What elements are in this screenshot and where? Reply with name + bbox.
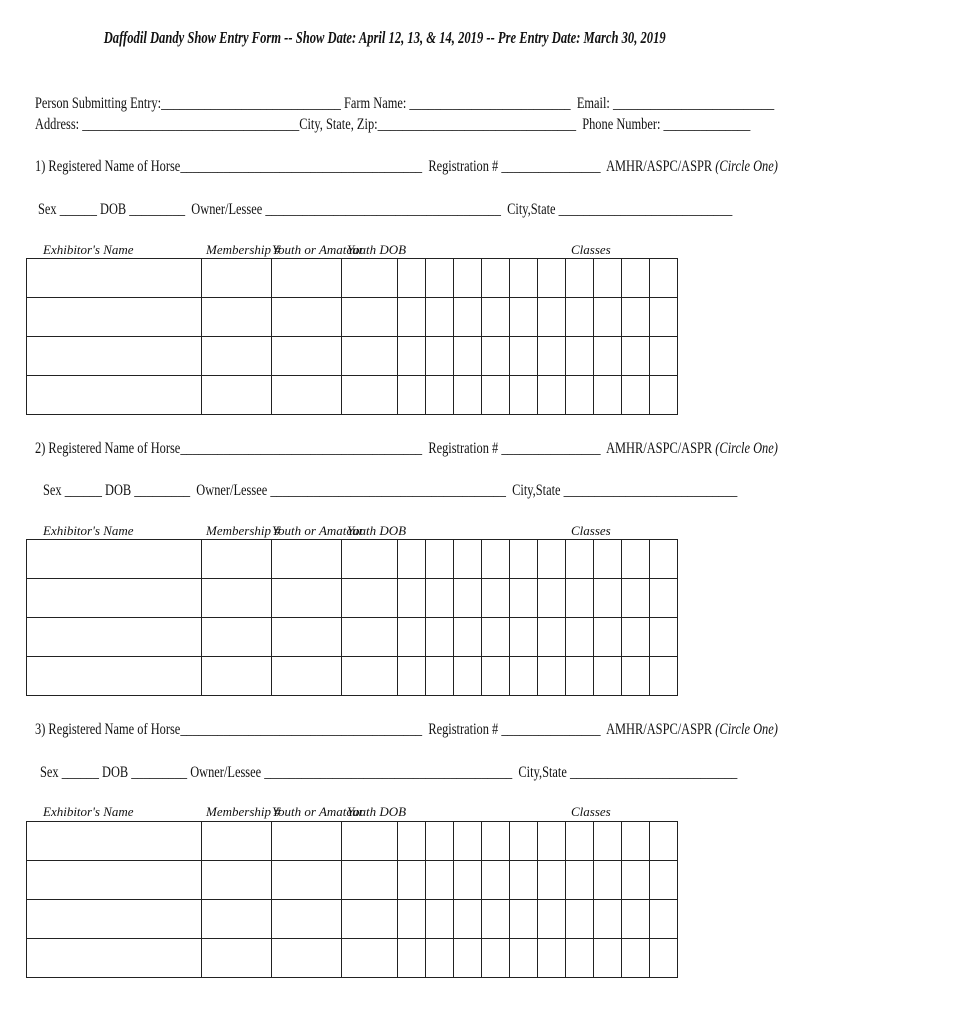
horse-1-citystate-label: City,State — [507, 201, 556, 218]
youth-dob-cell[interactable] — [342, 579, 398, 618]
class-cell[interactable] — [510, 657, 538, 696]
horse-1-owner-field[interactable]: ______________________________________ — [265, 201, 501, 218]
horse-2-name-label: 2) Registered Name of Horse — [35, 440, 181, 457]
horse-2-association-label[interactable]: AMHR/ASPC/ASPR — [606, 440, 713, 457]
class-cell[interactable] — [398, 618, 426, 657]
youth-amateur-cell[interactable] — [272, 900, 342, 939]
class-cell[interactable] — [454, 298, 482, 337]
class-cell[interactable] — [650, 618, 678, 657]
class-cell[interactable] — [622, 900, 650, 939]
class-cell[interactable] — [650, 540, 678, 579]
exhibitor-name-cell[interactable] — [27, 939, 202, 978]
class-cell[interactable] — [426, 540, 454, 579]
horse-2-header-classes: Classes — [571, 523, 611, 538]
class-cell[interactable] — [510, 579, 538, 618]
horse-2-registration-field[interactable]: ________________ — [501, 440, 601, 457]
class-cell[interactable] — [426, 618, 454, 657]
class-cell[interactable] — [594, 579, 622, 618]
class-cell[interactable] — [594, 298, 622, 337]
class-cell[interactable] — [538, 939, 566, 978]
youth-amateur-cell[interactable] — [272, 337, 342, 376]
table-row — [27, 939, 678, 978]
membership-cell[interactable] — [202, 861, 272, 900]
class-cell[interactable] — [566, 618, 594, 657]
class-cell[interactable] — [454, 900, 482, 939]
class-cell[interactable] — [594, 618, 622, 657]
class-cell[interactable] — [426, 259, 454, 298]
class-cell[interactable] — [622, 861, 650, 900]
membership-cell[interactable] — [202, 540, 272, 579]
class-cell[interactable] — [594, 861, 622, 900]
class-cell[interactable] — [482, 579, 510, 618]
class-cell[interactable] — [482, 337, 510, 376]
class-cell[interactable] — [426, 337, 454, 376]
farm-name-label: Farm Name: — [343, 95, 407, 112]
class-cell[interactable] — [566, 376, 594, 415]
youth-amateur-cell[interactable] — [272, 376, 342, 415]
horse-3-owner-label: Owner/Lessee — [190, 764, 262, 781]
youth-dob-cell[interactable] — [342, 939, 398, 978]
class-cell[interactable] — [426, 298, 454, 337]
horse-3-registration-label: Registration # — [428, 721, 499, 738]
class-cell[interactable] — [650, 337, 678, 376]
horse-3-registration-field[interactable]: ________________ — [501, 721, 601, 738]
class-cell[interactable] — [650, 822, 678, 861]
class-cell[interactable] — [398, 337, 426, 376]
youth-amateur-cell[interactable] — [272, 540, 342, 579]
horse-1-details-line — [38, 201, 906, 219]
membership-cell[interactable] — [202, 337, 272, 376]
table-row — [27, 861, 678, 900]
class-cell[interactable] — [622, 657, 650, 696]
youth-dob-cell[interactable] — [342, 259, 398, 298]
horse-2-sex-label: Sex — [43, 482, 62, 499]
class-cell[interactable] — [398, 861, 426, 900]
horse-3-header-membership: Membership # — [206, 804, 281, 819]
class-cell[interactable] — [650, 657, 678, 696]
class-cell[interactable] — [482, 298, 510, 337]
class-cell[interactable] — [622, 618, 650, 657]
table-row — [27, 822, 678, 861]
horse-1-entry-table — [26, 258, 678, 415]
exhibitor-name-cell[interactable] — [27, 376, 202, 415]
table-row — [27, 337, 678, 376]
class-cell[interactable] — [426, 822, 454, 861]
horse-2-header-exhibitor: Exhibitor's Name — [43, 523, 134, 538]
membership-cell[interactable] — [202, 298, 272, 337]
horse-1-dob-field[interactable]: _________ — [129, 201, 186, 218]
exhibitor-name-cell[interactable] — [27, 861, 202, 900]
class-cell[interactable] — [566, 337, 594, 376]
class-cell[interactable] — [426, 376, 454, 415]
class-cell[interactable] — [482, 900, 510, 939]
youth-amateur-cell[interactable] — [272, 939, 342, 978]
horse-3-header-youth-dob: Youth DOB — [347, 804, 407, 819]
address-label: Address: — [35, 116, 80, 133]
class-cell[interactable] — [622, 376, 650, 415]
horse-2-citystate-label: City,State — [512, 482, 561, 499]
youth-dob-cell[interactable] — [342, 900, 398, 939]
class-cell[interactable] — [594, 540, 622, 579]
youth-dob-cell[interactable] — [342, 657, 398, 696]
class-cell[interactable] — [482, 618, 510, 657]
class-cell[interactable] — [482, 822, 510, 861]
class-cell[interactable] — [566, 939, 594, 978]
youth-dob-cell[interactable] — [342, 298, 398, 337]
youth-amateur-cell[interactable] — [272, 861, 342, 900]
submitter-line-2 — [35, 116, 929, 134]
class-cell[interactable] — [622, 939, 650, 978]
class-cell[interactable] — [398, 657, 426, 696]
horse-1-header-youth-dob: Youth DOB — [347, 242, 407, 257]
horse-1-registration-field[interactable]: ________________ — [501, 158, 601, 175]
class-cell[interactable] — [538, 337, 566, 376]
class-cell[interactable] — [538, 540, 566, 579]
class-cell[interactable] — [650, 861, 678, 900]
table-row — [27, 540, 678, 579]
horse-2-name-line — [35, 440, 964, 458]
horse-3-citystate-field[interactable]: ___________________________ — [569, 764, 738, 781]
horse-2-sex-field[interactable]: ______ — [64, 482, 102, 499]
horse-3-header-youth-amateur: Youth or Amateur — [272, 804, 364, 819]
class-cell[interactable] — [510, 618, 538, 657]
class-cell[interactable] — [650, 259, 678, 298]
table-row — [27, 657, 678, 696]
membership-cell[interactable] — [202, 259, 272, 298]
exhibitor-name-cell[interactable] — [27, 657, 202, 696]
class-cell[interactable] — [566, 579, 594, 618]
class-cell[interactable] — [426, 861, 454, 900]
table-row — [27, 900, 678, 939]
table-row — [27, 376, 678, 415]
horse-1-sex-field[interactable]: ______ — [59, 201, 97, 218]
horse-1-registration-label: Registration # — [428, 158, 499, 175]
youth-amateur-cell[interactable] — [272, 618, 342, 657]
class-cell[interactable] — [454, 376, 482, 415]
class-cell[interactable] — [426, 579, 454, 618]
address-field[interactable]: ___________________________________ — [82, 116, 300, 133]
form-title-text: Daffodil Dandy Show Entry Form -- Show Date: April 12, 13, & 14, 2019 -- Pre Entry Date: March 30, 2019 — [104, 28, 666, 47]
horse-1-name-line — [35, 158, 964, 176]
class-cell[interactable] — [622, 298, 650, 337]
class-cell[interactable] — [538, 618, 566, 657]
class-cell[interactable] — [398, 939, 426, 978]
class-cell[interactable] — [510, 337, 538, 376]
class-cell[interactable] — [538, 861, 566, 900]
membership-cell[interactable] — [202, 376, 272, 415]
class-cell[interactable] — [566, 259, 594, 298]
email-field[interactable]: __________________________ — [612, 95, 775, 112]
class-cell[interactable] — [566, 657, 594, 696]
horse-3-entry-table — [26, 821, 678, 978]
horse-1-owner-label: Owner/Lessee — [191, 201, 263, 218]
horse-2-details-line — [43, 482, 911, 500]
horse-3-owner-field[interactable]: ________________________________________ — [264, 764, 513, 781]
exhibitor-name-cell[interactable] — [27, 540, 202, 579]
class-cell[interactable] — [594, 657, 622, 696]
class-cell[interactable] — [594, 259, 622, 298]
class-cell[interactable] — [510, 822, 538, 861]
class-cell[interactable] — [510, 861, 538, 900]
horse-1-association-label[interactable]: AMHR/ASPC/ASPR — [606, 158, 713, 175]
exhibitor-name-cell[interactable] — [27, 579, 202, 618]
horse-1-header-youth-amateur: Youth or Amateur — [272, 242, 364, 257]
horse-2-owner-field[interactable]: ______________________________________ — [270, 482, 506, 499]
class-cell[interactable] — [454, 657, 482, 696]
exhibitor-name-cell[interactable] — [27, 298, 202, 337]
exhibitor-name-cell[interactable] — [27, 337, 202, 376]
table-row — [27, 618, 678, 657]
class-cell[interactable] — [426, 657, 454, 696]
horse-3-dob-label: DOB — [102, 764, 129, 781]
class-cell[interactable] — [538, 657, 566, 696]
class-cell[interactable] — [566, 540, 594, 579]
youth-amateur-cell[interactable] — [272, 657, 342, 696]
horse-1-citystate-field[interactable]: ____________________________ — [558, 201, 733, 218]
horse-3-name-label: 3) Registered Name of Horse — [35, 721, 181, 738]
horse-2-header-youth-dob: Youth DOB — [347, 523, 407, 538]
class-cell[interactable] — [510, 298, 538, 337]
class-cell[interactable] — [538, 822, 566, 861]
horse-3-header-exhibitor: Exhibitor's Name — [43, 804, 134, 819]
youth-dob-cell[interactable] — [342, 861, 398, 900]
horse-2-registration-label: Registration # — [428, 440, 499, 457]
class-cell[interactable] — [482, 939, 510, 978]
youth-amateur-cell[interactable] — [272, 259, 342, 298]
person-submitting-field[interactable]: _____________________________ — [161, 95, 341, 112]
class-cell[interactable] — [566, 861, 594, 900]
class-cell[interactable] — [538, 900, 566, 939]
horse-2-citystate-field[interactable]: ____________________________ — [563, 482, 738, 499]
class-cell[interactable] — [482, 540, 510, 579]
horse-3-dob-field[interactable]: _________ — [131, 764, 188, 781]
farm-name-field[interactable]: __________________________ — [409, 95, 571, 112]
phone-number-field[interactable]: ______________ — [663, 116, 751, 133]
class-cell[interactable] — [510, 939, 538, 978]
class-cell[interactable] — [650, 376, 678, 415]
class-cell[interactable] — [594, 337, 622, 376]
exhibitor-name-cell[interactable] — [27, 618, 202, 657]
membership-cell[interactable] — [202, 939, 272, 978]
horse-1-dob-label: DOB — [100, 201, 127, 218]
youth-dob-cell[interactable] — [342, 376, 398, 415]
class-cell[interactable] — [510, 900, 538, 939]
horse-1-name-label: 1) Registered Name of Horse — [35, 158, 181, 175]
phone-number-label: Phone Number: — [582, 116, 661, 133]
horse-2-header-membership: Membership # — [206, 523, 281, 538]
horse-2-owner-label: Owner/Lessee — [196, 482, 268, 499]
person-submitting-label: Person Submitting Entry: — [35, 95, 162, 112]
horse-3-header-classes: Classes — [571, 804, 611, 819]
youth-amateur-cell[interactable] — [272, 579, 342, 618]
horse-2-dob-label: DOB — [105, 482, 132, 499]
class-cell[interactable] — [510, 259, 538, 298]
class-cell[interactable] — [594, 376, 622, 415]
horse-1-sex-label: Sex — [38, 201, 57, 218]
table-row — [27, 298, 678, 337]
class-cell[interactable] — [398, 822, 426, 861]
class-cell[interactable] — [454, 579, 482, 618]
class-cell[interactable] — [566, 822, 594, 861]
class-cell[interactable] — [538, 376, 566, 415]
horse-1-name-field[interactable]: _______________________________________ — [180, 158, 423, 175]
table-row — [27, 579, 678, 618]
submitter-line-1 — [35, 95, 959, 113]
city-state-zip-label: City, State, Zip: — [299, 116, 378, 133]
class-cell[interactable] — [538, 259, 566, 298]
class-cell[interactable] — [594, 900, 622, 939]
class-cell[interactable] — [538, 579, 566, 618]
class-cell[interactable] — [622, 822, 650, 861]
horse-3-sex-field[interactable]: ______ — [61, 764, 99, 781]
class-cell[interactable] — [566, 900, 594, 939]
form-title — [0, 28, 770, 48]
membership-cell[interactable] — [202, 657, 272, 696]
class-cell[interactable] — [454, 337, 482, 376]
class-cell[interactable] — [398, 579, 426, 618]
class-cell[interactable] — [482, 657, 510, 696]
horse-3-name-field[interactable]: _______________________________________ — [180, 721, 423, 738]
membership-cell[interactable] — [202, 618, 272, 657]
youth-amateur-cell[interactable] — [272, 822, 342, 861]
youth-dob-cell[interactable] — [342, 618, 398, 657]
class-cell[interactable] — [622, 579, 650, 618]
exhibitor-name-cell[interactable] — [27, 259, 202, 298]
email-label: Email: — [576, 95, 610, 112]
horse-3-citystate-label: City,State — [518, 764, 567, 781]
youth-amateur-cell[interactable] — [272, 298, 342, 337]
horse-2-name-field[interactable]: _______________________________________ — [180, 440, 423, 457]
class-cell[interactable] — [622, 337, 650, 376]
horse-1-header-classes: Classes — [571, 242, 611, 257]
membership-cell[interactable] — [202, 579, 272, 618]
horse-1-circle-note: (Circle One) — [715, 158, 778, 175]
class-cell[interactable] — [594, 822, 622, 861]
horse-3-details-line — [40, 764, 912, 782]
class-cell[interactable] — [454, 939, 482, 978]
horse-1-header-exhibitor: Exhibitor's Name — [43, 242, 134, 257]
horse-3-association-label[interactable]: AMHR/ASPC/ASPR — [606, 721, 713, 738]
class-cell[interactable] — [454, 540, 482, 579]
horse-2-header-youth-amateur: Youth or Amateur — [272, 523, 364, 538]
class-cell[interactable] — [650, 298, 678, 337]
horse-3-sex-label: Sex — [40, 764, 59, 781]
exhibitor-name-cell[interactable] — [27, 822, 202, 861]
class-cell[interactable] — [398, 298, 426, 337]
class-cell[interactable] — [454, 618, 482, 657]
class-cell[interactable] — [622, 259, 650, 298]
class-cell[interactable] — [454, 861, 482, 900]
membership-cell[interactable] — [202, 900, 272, 939]
youth-dob-cell[interactable] — [342, 540, 398, 579]
horse-3-name-line — [35, 721, 964, 739]
class-cell[interactable] — [482, 376, 510, 415]
horse-2-dob-field[interactable]: _________ — [134, 482, 191, 499]
class-cell[interactable] — [510, 540, 538, 579]
class-cell[interactable] — [398, 259, 426, 298]
youth-dob-cell[interactable] — [342, 822, 398, 861]
youth-dob-cell[interactable] — [342, 337, 398, 376]
class-cell[interactable] — [650, 900, 678, 939]
class-cell[interactable] — [426, 900, 454, 939]
class-cell[interactable] — [594, 939, 622, 978]
class-cell[interactable] — [454, 259, 482, 298]
horse-3-circle-note: (Circle One) — [715, 721, 778, 738]
class-cell[interactable] — [650, 579, 678, 618]
class-cell[interactable] — [482, 259, 510, 298]
class-cell[interactable] — [538, 298, 566, 337]
class-cell[interactable] — [398, 376, 426, 415]
class-cell[interactable] — [398, 540, 426, 579]
table-row — [27, 259, 678, 298]
class-cell[interactable] — [650, 939, 678, 978]
class-cell[interactable] — [454, 822, 482, 861]
class-cell[interactable] — [426, 939, 454, 978]
class-cell[interactable] — [482, 861, 510, 900]
horse-2-entry-table — [26, 539, 678, 696]
membership-cell[interactable] — [202, 822, 272, 861]
city-state-zip-field[interactable]: ________________________________ — [377, 116, 577, 133]
horse-2-circle-note: (Circle One) — [715, 440, 778, 457]
exhibitor-name-cell[interactable] — [27, 900, 202, 939]
class-cell[interactable] — [398, 900, 426, 939]
class-cell[interactable] — [566, 298, 594, 337]
horse-1-header-membership: Membership # — [206, 242, 281, 257]
class-cell[interactable] — [622, 540, 650, 579]
class-cell[interactable] — [510, 376, 538, 415]
